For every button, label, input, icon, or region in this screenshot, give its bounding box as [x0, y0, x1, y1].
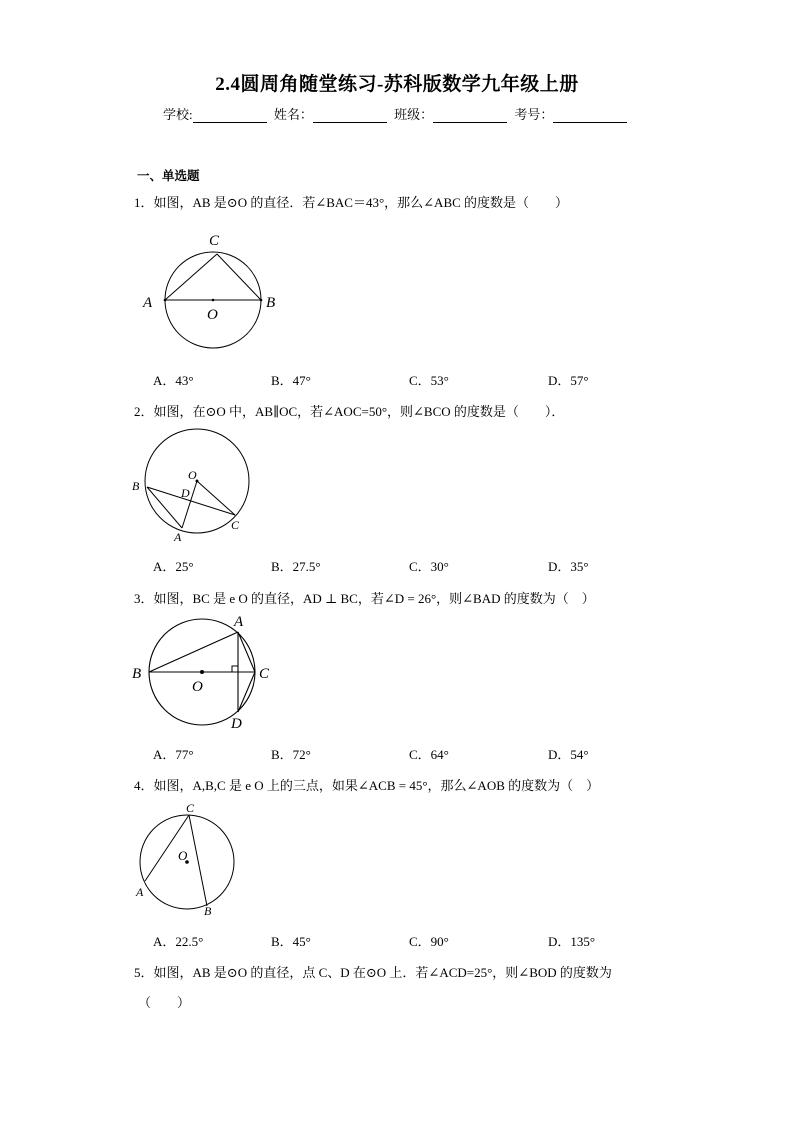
option-c[interactable]: C．90°	[409, 934, 449, 949]
label-o: O	[207, 307, 218, 323]
label-d: D	[181, 486, 190, 500]
school-blank	[193, 109, 267, 123]
label-a: A	[143, 295, 153, 311]
label-b: B	[132, 479, 140, 493]
label-a: A	[136, 885, 144, 899]
label-b: B	[266, 295, 276, 311]
option-b[interactable]: B．45°	[271, 934, 311, 949]
option-a[interactable]: A．43°	[153, 373, 194, 388]
label-c: C	[231, 518, 240, 532]
option-a[interactable]: A．77°	[153, 747, 194, 762]
label-o: O	[192, 679, 203, 695]
name-label: 姓名：	[273, 107, 313, 122]
option-b[interactable]: B．72°	[271, 747, 311, 762]
section-heading: 一、单选题	[137, 169, 200, 183]
class-label: 班级：	[394, 107, 434, 122]
question-3-figure	[128, 610, 278, 735]
label-c: C	[209, 233, 220, 249]
label-a: A	[174, 530, 182, 544]
question-2-figure	[128, 424, 258, 544]
question-3-text: 3．如图，BC 是 e O 的直径，AD ⊥ BC，若∠D = 26°，则∠BAD 的度数为（ ）	[134, 591, 595, 606]
option-c[interactable]: C．30°	[409, 559, 449, 574]
class-blank	[433, 109, 507, 123]
question-5-text: 5．如图，AB 是⊙O 的直径，点 C、D 在⊙O 上．若∠ACD=25°，则∠BOD 的度数为	[134, 965, 612, 980]
label-o: O	[188, 468, 197, 482]
option-d[interactable]: D．35°	[548, 559, 589, 574]
school-label: 学校:	[163, 107, 193, 122]
label-a: A	[234, 614, 244, 630]
option-d[interactable]: D．54°	[548, 747, 589, 762]
number-blank	[553, 109, 627, 123]
question-1-figure	[138, 228, 288, 328]
label-b: B	[132, 666, 142, 682]
label-d: D	[231, 716, 242, 732]
number-label: 考号：	[514, 107, 554, 122]
question-4-text: 4．如图，A,B,C 是 e O 上的三点，如果∠ACB = 45°，那么∠AOB 的度数为（ ）	[134, 778, 600, 793]
question-2-text: 2．如图，在⊙O 中，AB∥OC，若∠AOC=50°，则∠BCO 的度数是（ ）．	[134, 404, 565, 419]
question-4-figure	[128, 800, 248, 920]
option-a[interactable]: A．22.5°	[153, 934, 204, 949]
question-1-text: 1．如图，AB 是⊙O 的直径．若∠BAC＝43°，那么∠ABC 的度数是（ ）	[134, 195, 569, 210]
option-c[interactable]: C．64°	[409, 747, 449, 762]
option-a[interactable]: A．25°	[153, 559, 194, 574]
option-b[interactable]: B．27.5°	[271, 559, 321, 574]
question-5-answer-blank: （ ）	[138, 995, 191, 1010]
option-b[interactable]: B．47°	[271, 373, 311, 388]
name-blank	[313, 109, 387, 123]
label-c: C	[259, 666, 270, 682]
option-d[interactable]: D．135°	[548, 934, 596, 949]
label-b: B	[204, 904, 212, 918]
option-d[interactable]: D．57°	[548, 373, 589, 388]
label-o: O	[178, 848, 188, 863]
label-c: C	[186, 801, 195, 815]
page-title: 2.4圆周角随堂练习-苏科版数学九年级上册	[215, 74, 579, 95]
option-c[interactable]: C．53°	[409, 373, 449, 388]
student-info	[163, 104, 631, 123]
